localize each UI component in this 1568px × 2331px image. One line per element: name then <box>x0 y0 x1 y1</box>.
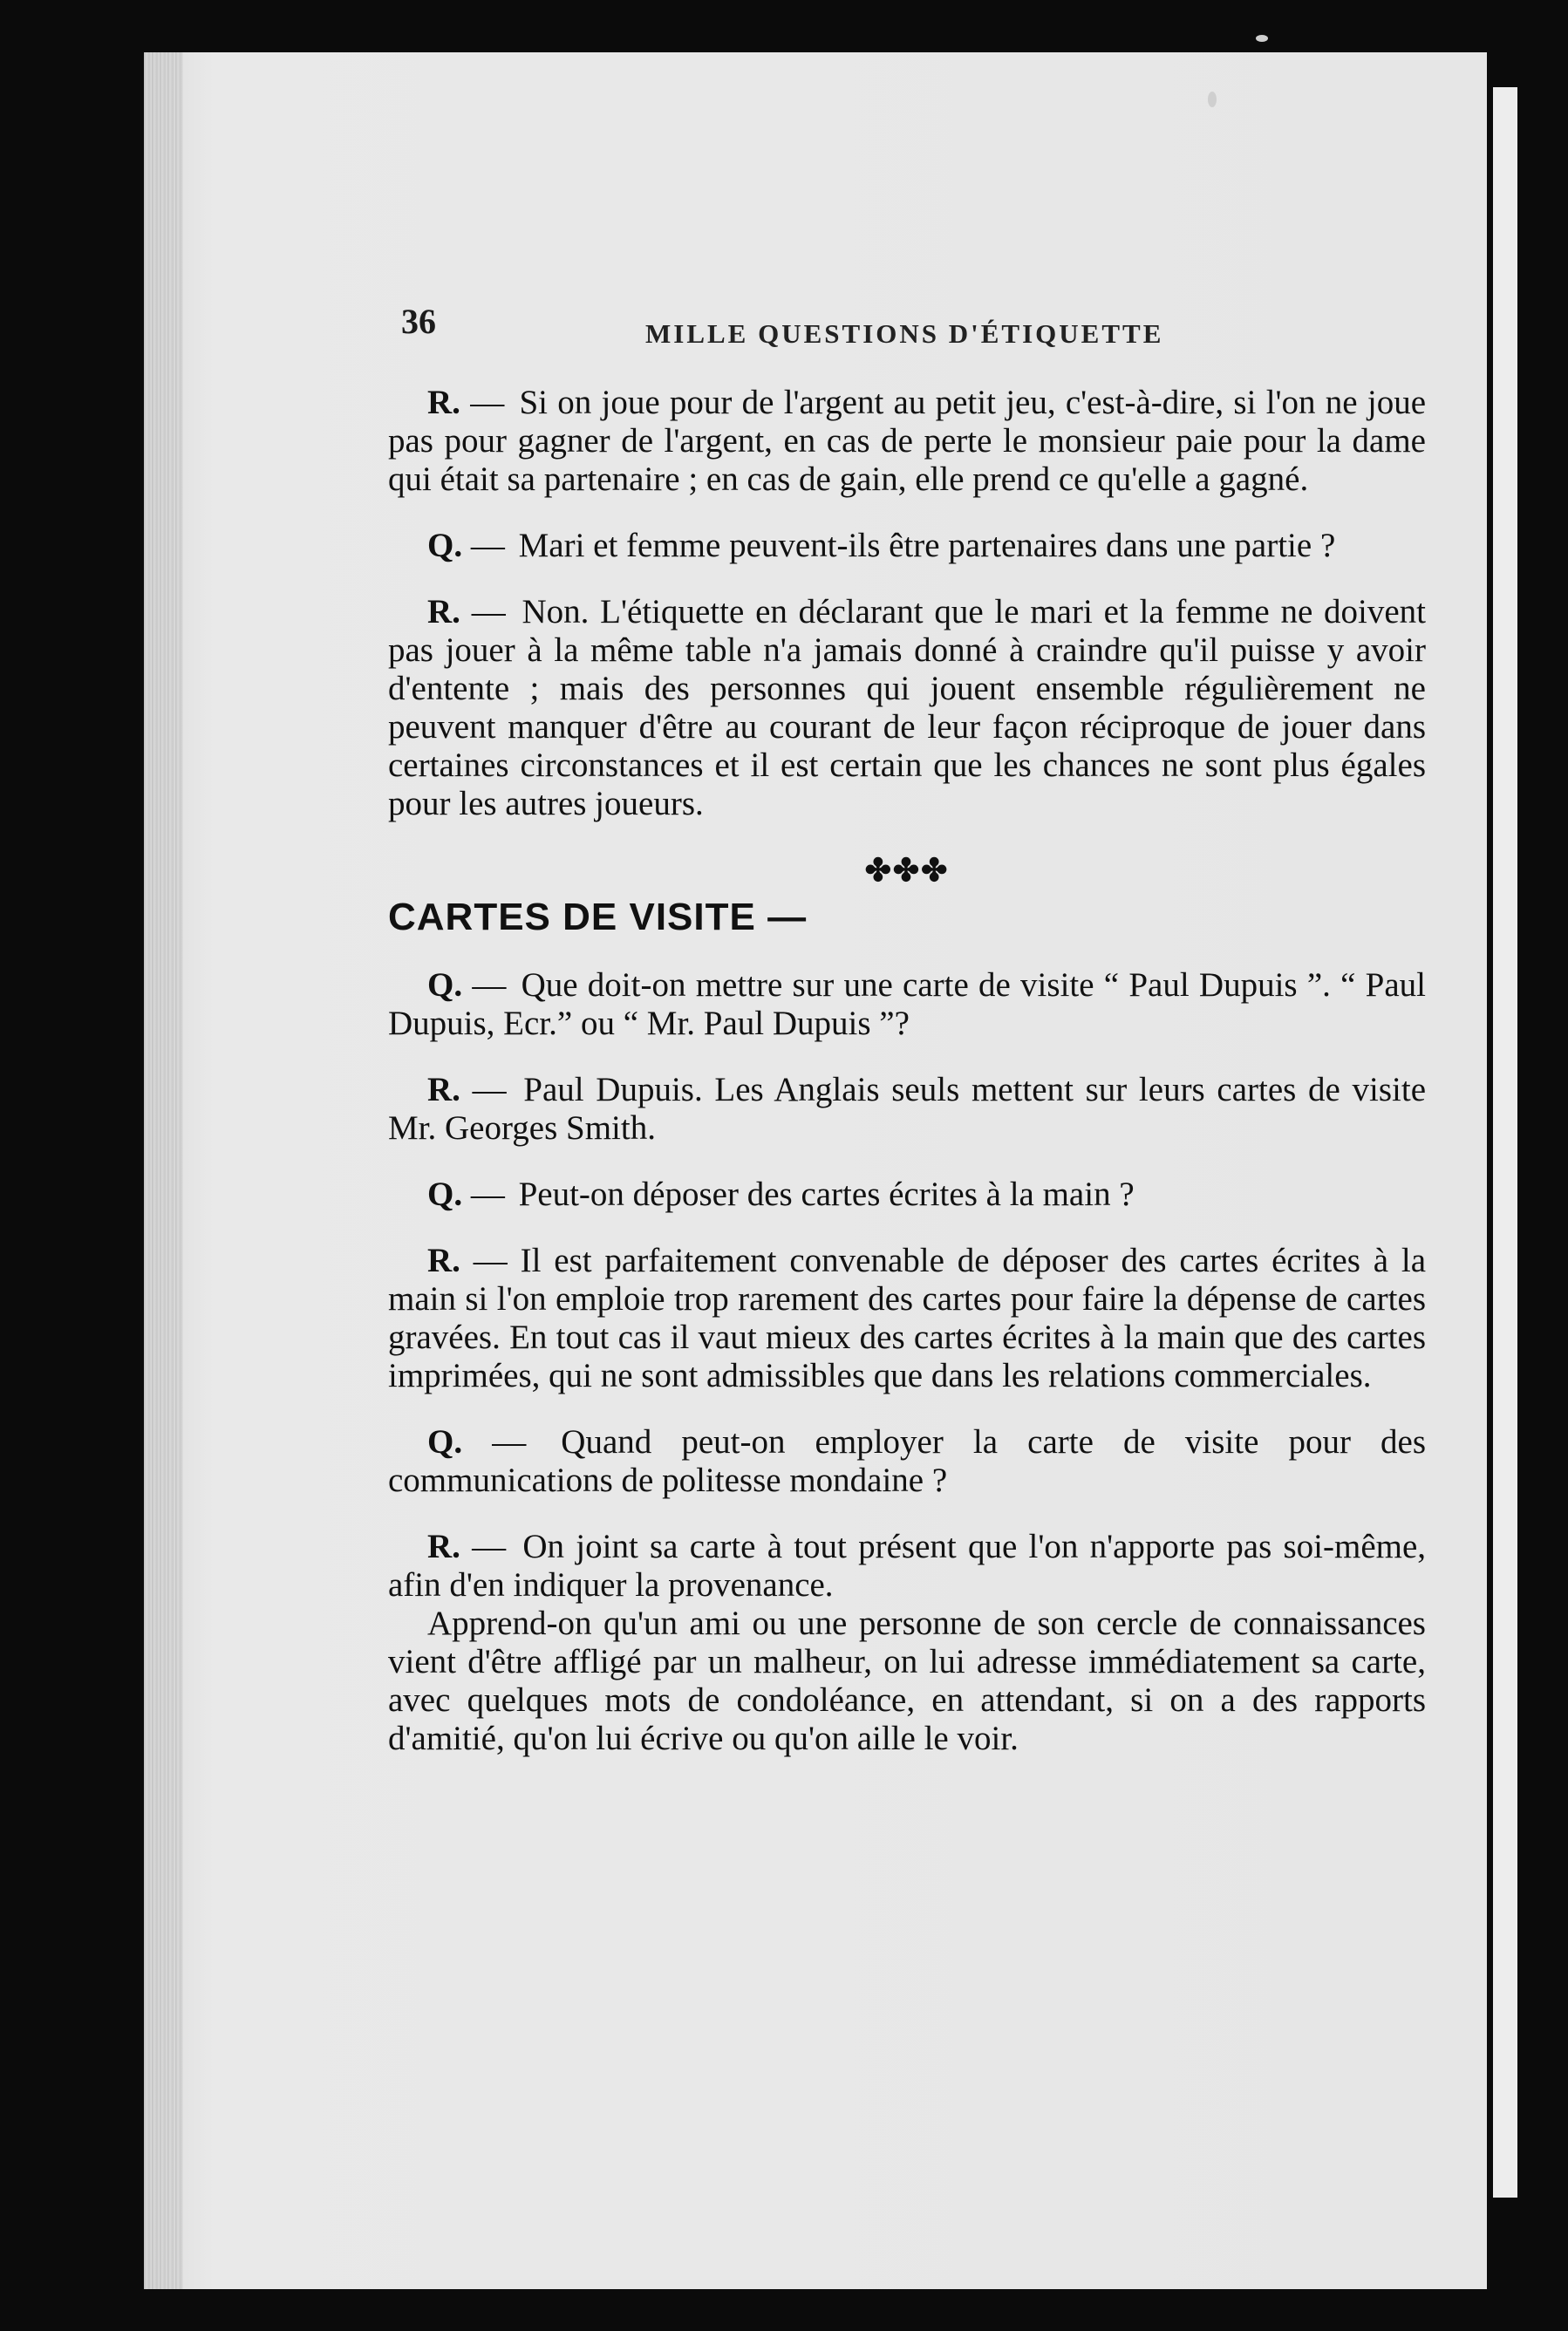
question-text: Quand peut-on employer la carte de visite pour des communications de politesse mondaine ? <box>388 1423 1427 1499</box>
em-dash: — <box>470 527 505 564</box>
page-body <box>388 384 1426 1786</box>
em-dash: — <box>473 1242 508 1279</box>
em-dash: — <box>492 1423 527 1461</box>
answer-paragraph <box>388 1071 1426 1148</box>
question-label: Q. <box>427 966 463 1004</box>
section-heading: CARTES DE VISITE — <box>388 896 808 938</box>
running-head: MILLE QUESTIONS D'ÉTIQUETTE <box>645 318 1164 349</box>
answer-label: R. <box>427 593 460 630</box>
answer-paragraph <box>388 1528 1426 1605</box>
answer-text: Paul Dupuis. Les Anglais seuls mettent sur leurs cartes de visite Mr. Georges Smith. <box>388 1071 1427 1147</box>
ink-speck <box>1208 92 1217 107</box>
em-dash: — <box>472 1528 507 1565</box>
question-text: Peut-on déposer des cartes écrites à la main ? <box>518 1176 1135 1213</box>
answer-label: R. <box>427 1528 460 1565</box>
em-dash: — <box>470 384 505 421</box>
page-header <box>401 301 1461 353</box>
answer-label: R. <box>427 1242 460 1279</box>
em-dash: — <box>472 1071 507 1108</box>
answer-paragraph <box>388 384 1426 499</box>
page-gutter <box>144 52 183 2289</box>
answer-label: R. <box>427 384 460 421</box>
question-paragraph <box>388 1423 1426 1500</box>
question-text: Que doit-on mettre sur une carte de visite “ Paul Dupuis ”. “ Paul Dupuis, Ecr.” ou “ Mr. Paul Dupuis ”? <box>388 966 1427 1042</box>
question-paragraph <box>388 527 1426 565</box>
em-dash: — <box>470 1176 505 1213</box>
page-number: 36 <box>401 302 436 341</box>
em-dash: — <box>471 593 506 630</box>
answer-paragraph <box>388 1242 1426 1395</box>
answer-text: Il est parfaitement convenable de déposer des cartes écrites à la main si l'on emploie trop rarement des cartes pour faire la dépense de cartes gravées. En tout cas il vaut mieux des cartes écrites à la main que des cartes imprimées, qui ne sont admissibles que dans les relations commerciales. <box>388 1242 1427 1394</box>
facing-page-edge <box>1493 87 1517 2198</box>
question-text: Mari et femme peuvent-ils être partenaires dans une partie ? <box>518 527 1336 564</box>
ink-speck <box>1256 35 1268 42</box>
section-ornament: ✤✤✤ <box>864 853 950 888</box>
question-paragraph <box>388 966 1426 1043</box>
question-label: Q. <box>427 527 463 564</box>
closing-paragraph: Apprend-on qu'un ami ou une personne de son cercle de connaissances vient d'être affligé par un malheur, on lui adresse immédiatement sa carte, avec quelques mots de condoléance, en attendant, si on a des rapports d'amitié, qu'on lui écrive ou qu'on aille le voir. <box>388 1605 1426 1757</box>
question-paragraph <box>388 1176 1426 1214</box>
answer-paragraph <box>388 593 1426 823</box>
answer-text: On joint sa carte à tout présent que l'on n'apporte pas soi-même, afin d'en indiquer la provenance. <box>388 1528 1427 1604</box>
answer-label: R. <box>427 1071 460 1108</box>
answer-text: Si on joue pour de l'argent au petit jeu, c'est-à-dire, si l'on ne joue pas pour gagner de l'argent, en cas de perte le monsieur paie pour la dame qui était sa partenaire ; en cas de gain, elle prend ce qu'elle a gagné. <box>388 384 1427 498</box>
question-label: Q. <box>427 1423 463 1461</box>
question-label: Q. <box>427 1176 463 1213</box>
em-dash: — <box>472 966 507 1004</box>
answer-text: Non. L'étiquette en déclarant que le mari et la femme ne doivent pas jouer à la même table n'a jamais donné à craindre qu'il puisse y avoir d'entente ; mais des personnes qui jouent ensemble régulièrement ne peuvent manquer d'être au courant de leur façon réciproque de jouer dans certaines circonstances et il est certain que les chances ne sont plus égales pour les autres joueurs. <box>388 593 1427 822</box>
